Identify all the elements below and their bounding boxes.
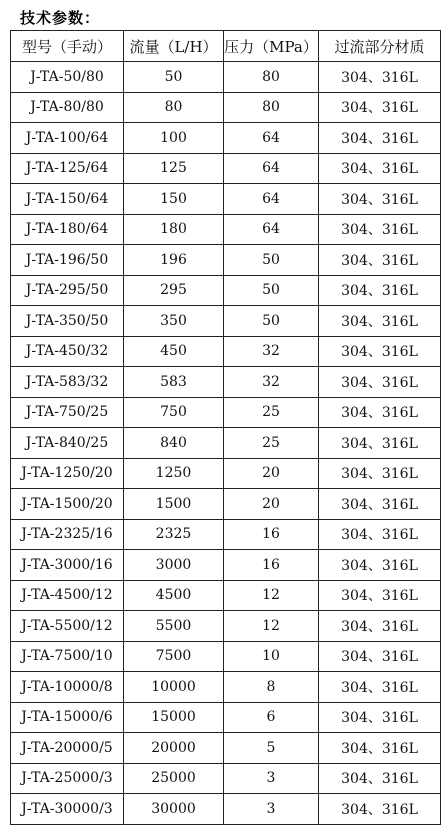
cell-pressure: 50: [224, 275, 319, 306]
table-row: [11, 611, 441, 642]
cell-model: J-TA-450/32: [11, 336, 124, 367]
cell-flow: 10000: [124, 672, 224, 703]
cell-flow: 840: [124, 428, 224, 459]
cell-material: 304、316L: [319, 550, 441, 581]
cell-pressure: 64: [224, 184, 319, 215]
cell-model: J-TA-2325/16: [11, 519, 124, 550]
cell-material: 304、316L: [319, 123, 441, 154]
cell-pressure: 6: [224, 702, 319, 733]
cell-material: 304、316L: [319, 275, 441, 306]
table-row: [11, 214, 441, 245]
cell-pressure: 32: [224, 367, 319, 398]
cell-pressure: 12: [224, 611, 319, 642]
cell-pressure: 25: [224, 397, 319, 428]
cell-flow: 25000: [124, 763, 224, 794]
table-header-row: [11, 31, 441, 62]
table-row: [11, 763, 441, 794]
cell-model: J-TA-295/50: [11, 275, 124, 306]
cell-model: J-TA-5500/12: [11, 611, 124, 642]
cell-material: 304、316L: [319, 62, 441, 93]
cell-model: J-TA-750/25: [11, 397, 124, 428]
cell-material: 304、316L: [319, 794, 441, 825]
cell-flow: 750: [124, 397, 224, 428]
cell-pressure: 25: [224, 428, 319, 459]
table-row: [11, 733, 441, 764]
cell-model: J-TA-7500/10: [11, 641, 124, 672]
cell-material: 304、316L: [319, 184, 441, 215]
cell-pressure: 12: [224, 580, 319, 611]
cell-pressure: 16: [224, 519, 319, 550]
cell-material: 304、316L: [319, 733, 441, 764]
cell-pressure: 80: [224, 92, 319, 123]
cell-flow: 450: [124, 336, 224, 367]
cell-pressure: 20: [224, 458, 319, 489]
page-heading: 技术参数：: [20, 9, 101, 27]
cell-material: 304、316L: [319, 580, 441, 611]
cell-model: J-TA-30000/3: [11, 794, 124, 825]
table-row: [11, 550, 441, 581]
cell-flow: 150: [124, 184, 224, 215]
cell-flow: 80: [124, 92, 224, 123]
cell-pressure: 8: [224, 672, 319, 703]
cell-pressure: 32: [224, 336, 319, 367]
header-flow: 流量（L/H）: [124, 31, 224, 62]
table-row: [11, 794, 441, 825]
cell-flow: 2325: [124, 519, 224, 550]
cell-material: 304、316L: [319, 519, 441, 550]
cell-material: 304、316L: [319, 489, 441, 520]
cell-model: J-TA-196/50: [11, 245, 124, 276]
cell-material: 304、316L: [319, 245, 441, 276]
specs-table: [10, 30, 441, 825]
cell-material: 304、316L: [319, 153, 441, 184]
cell-model: J-TA-350/50: [11, 306, 124, 337]
cell-flow: 50: [124, 62, 224, 93]
table-row: [11, 397, 441, 428]
table-row: [11, 184, 441, 215]
cell-material: 304、316L: [319, 92, 441, 123]
cell-model: J-TA-125/64: [11, 153, 124, 184]
cell-flow: 125: [124, 153, 224, 184]
header-material: 过流部分材质: [319, 31, 441, 62]
table-row: [11, 519, 441, 550]
table-row: [11, 641, 441, 672]
table-row: [11, 367, 441, 398]
table-row: [11, 336, 441, 367]
cell-flow: 3000: [124, 550, 224, 581]
cell-material: 304、316L: [319, 306, 441, 337]
cell-pressure: 3: [224, 794, 319, 825]
cell-pressure: 50: [224, 245, 319, 276]
cell-model: J-TA-583/32: [11, 367, 124, 398]
cell-material: 304、316L: [319, 672, 441, 703]
cell-flow: 4500: [124, 580, 224, 611]
cell-model: J-TA-10000/8: [11, 672, 124, 703]
table-row: [11, 580, 441, 611]
cell-material: 304、316L: [319, 458, 441, 489]
cell-pressure: 50: [224, 306, 319, 337]
cell-material: 304、316L: [319, 397, 441, 428]
cell-model: J-TA-20000/5: [11, 733, 124, 764]
table-row: [11, 92, 441, 123]
cell-material: 304、316L: [319, 763, 441, 794]
cell-flow: 20000: [124, 733, 224, 764]
cell-model: J-TA-25000/3: [11, 763, 124, 794]
cell-model: J-TA-840/25: [11, 428, 124, 459]
cell-material: 304、316L: [319, 428, 441, 459]
cell-pressure: 64: [224, 123, 319, 154]
table-row: [11, 489, 441, 520]
cell-pressure: 16: [224, 550, 319, 581]
cell-flow: 100: [124, 123, 224, 154]
cell-flow: 7500: [124, 641, 224, 672]
cell-pressure: 64: [224, 214, 319, 245]
cell-pressure: 64: [224, 153, 319, 184]
cell-pressure: 5: [224, 733, 319, 764]
cell-flow: 30000: [124, 794, 224, 825]
table-row: [11, 62, 441, 93]
table-row: [11, 458, 441, 489]
table-row: [11, 428, 441, 459]
cell-pressure: 3: [224, 763, 319, 794]
cell-model: J-TA-15000/6: [11, 702, 124, 733]
cell-model: J-TA-80/80: [11, 92, 124, 123]
table-row: [11, 275, 441, 306]
table-row: [11, 702, 441, 733]
cell-flow: 1500: [124, 489, 224, 520]
cell-flow: 350: [124, 306, 224, 337]
cell-model: J-TA-4500/12: [11, 580, 124, 611]
header-pressure: 压力（MPa）: [224, 31, 319, 62]
cell-material: 304、316L: [319, 367, 441, 398]
cell-material: 304、316L: [319, 336, 441, 367]
table-body: [11, 62, 441, 825]
cell-material: 304、316L: [319, 641, 441, 672]
cell-material: 304、316L: [319, 702, 441, 733]
cell-material: 304、316L: [319, 214, 441, 245]
header-model: 型号（手动）: [11, 31, 124, 62]
cell-model: J-TA-150/64: [11, 184, 124, 215]
cell-flow: 583: [124, 367, 224, 398]
cell-model: J-TA-100/64: [11, 123, 124, 154]
cell-flow: 5500: [124, 611, 224, 642]
cell-flow: 180: [124, 214, 224, 245]
table-row: [11, 245, 441, 276]
table-row: [11, 672, 441, 703]
cell-pressure: 20: [224, 489, 319, 520]
cell-model: J-TA-50/80: [11, 62, 124, 93]
cell-flow: 1250: [124, 458, 224, 489]
table-row: [11, 123, 441, 154]
cell-model: J-TA-1500/20: [11, 489, 124, 520]
table-row: [11, 306, 441, 337]
cell-material: 304、316L: [319, 611, 441, 642]
cell-model: J-TA-180/64: [11, 214, 124, 245]
cell-flow: 295: [124, 275, 224, 306]
cell-model: J-TA-1250/20: [11, 458, 124, 489]
cell-pressure: 80: [224, 62, 319, 93]
cell-flow: 196: [124, 245, 224, 276]
cell-model: J-TA-3000/16: [11, 550, 124, 581]
cell-flow: 15000: [124, 702, 224, 733]
cell-pressure: 10: [224, 641, 319, 672]
table-row: [11, 153, 441, 184]
